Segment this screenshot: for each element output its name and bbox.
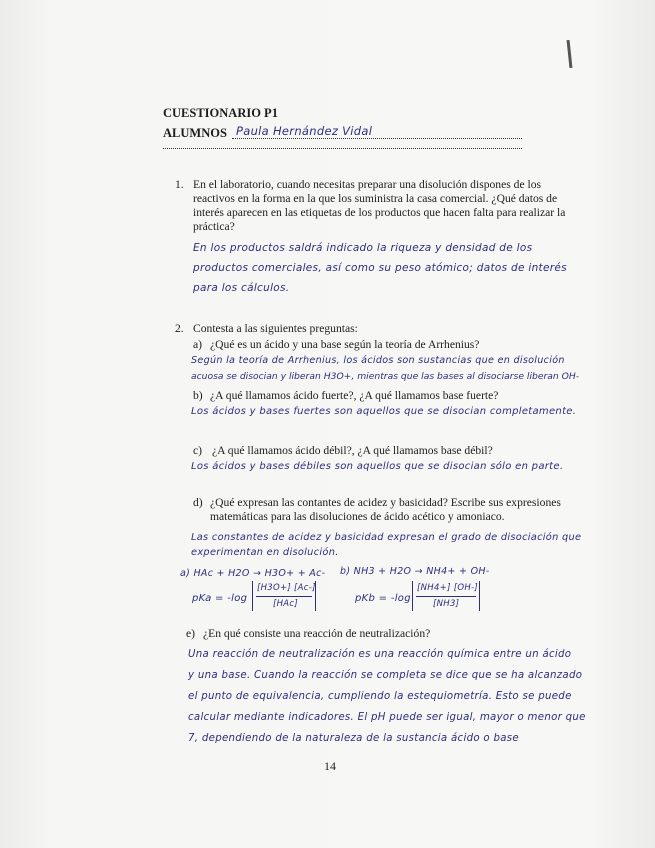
- pkb-bracket: [412, 581, 480, 611]
- subquestion-text: matemáticas para las disoluciones de ácido acético y amoniaco.: [210, 510, 505, 523]
- page-number: 14: [324, 759, 336, 773]
- handwritten-answer: acuosa se disocian y liberan H3O+, mientras que las bases al disociarse liberan OH-: [191, 371, 580, 382]
- handwritten-answer: para los cálculos.: [193, 282, 290, 294]
- subquestion-text: ¿Qué expresan las contantes de acidez y basicidad? Escribe sus expresiones: [210, 496, 561, 509]
- question-number: 2.: [175, 322, 184, 335]
- handwritten-answer: Una reacción de neutralización es una reacción química entre un ácido: [188, 649, 572, 660]
- handwritten-answer: 7, dependiendo de la naturaleza de la sustancia ácido o base: [188, 733, 519, 744]
- handwritten-answer: calcular mediante indicadores. El pH puede ser igual, mayor o menor que: [188, 712, 586, 723]
- handwritten-answer: Según la teoría de Arrhenius, los ácidos son sustancias que en disolución: [191, 355, 565, 366]
- subquestion-label: c): [193, 444, 203, 457]
- dotted-line: [163, 148, 522, 149]
- subquestion-text: ¿A qué llamamos ácido débil?, ¿A qué llamamos base débil?: [212, 444, 493, 457]
- pkb-numerator: [NH4+] [OH-]: [417, 583, 478, 593]
- question-text: interés aparecen en las etiquetas de los productos que hacen falta para realizar la: [193, 206, 566, 219]
- document-title: CUESTIONARIO P1: [163, 106, 278, 120]
- subquestion-text: ¿A qué llamamos ácido fuerte?, ¿A qué llamamos base fuerte?: [210, 389, 499, 402]
- pka-numerator: [H3O+] [Ac-]: [257, 583, 316, 593]
- subquestion-label: b): [193, 389, 203, 402]
- name-dotted-line: [232, 138, 522, 139]
- pkb-label: pKb = -log: [355, 593, 411, 604]
- handwritten-answer: productos comerciales, así como su peso atómico; datos de interés: [193, 262, 567, 274]
- question-number: 1.: [175, 178, 184, 191]
- handwritten-answer: el punto de equivalencia, cumpliendo la estequiometría. Esto se puede: [188, 691, 572, 702]
- handwritten-answer: Los ácidos y bases fuertes son aquellos que se disocian completamente.: [191, 406, 577, 417]
- pka-bracket: [252, 581, 316, 611]
- subquestion-text: ¿Qué es un ácido y una base según la teoría de Arrhenius?: [210, 338, 480, 351]
- equation-ammonia: b) NH3 + H2O → NH4+ + OH-: [340, 566, 490, 577]
- handwritten-answer: experimentan en disolución.: [191, 547, 339, 558]
- subquestion-label: a): [193, 338, 203, 351]
- pka-denominator: [HAc]: [273, 599, 299, 609]
- pkb-denominator: [NH3]: [433, 599, 460, 609]
- pka-label: pKa = -log: [192, 593, 248, 604]
- handwritten-answer: En los productos saldrá indicado la riqueza y densidad de los: [193, 242, 533, 254]
- question-text: En el laboratorio, cuando necesitas preparar una disolución dispones de los: [193, 178, 542, 191]
- subquestion-text: ¿En qué consiste una reacción de neutralización?: [203, 627, 431, 640]
- handwritten-answer: Las constantes de acidez y basicidad expresan el grado de disociación que: [191, 532, 582, 543]
- subquestion-label: d): [193, 496, 203, 509]
- equation-acetic: a) HAc + H2O → H3O+ + Ac-: [180, 568, 326, 579]
- handwritten-answer: y una base. Cuando la reacción se completa se dice que se ha alcanzado: [188, 670, 583, 681]
- question-text: práctica?: [193, 220, 235, 233]
- student-name: Paula Hernández Vidal: [236, 124, 373, 138]
- question-text: reactivos en la forma en la que los suministra la casa comercial. ¿Qué datos de: [193, 192, 558, 205]
- scan-mark: [567, 40, 573, 68]
- handwritten-answer: Los ácidos y bases débiles son aquellos que se disocian sólo en parte.: [191, 461, 564, 472]
- subquestion-label: e): [186, 627, 196, 640]
- question-intro: Contesta a las siguientes preguntas:: [193, 322, 358, 335]
- alumnos-label: ALUMNOS: [163, 126, 227, 140]
